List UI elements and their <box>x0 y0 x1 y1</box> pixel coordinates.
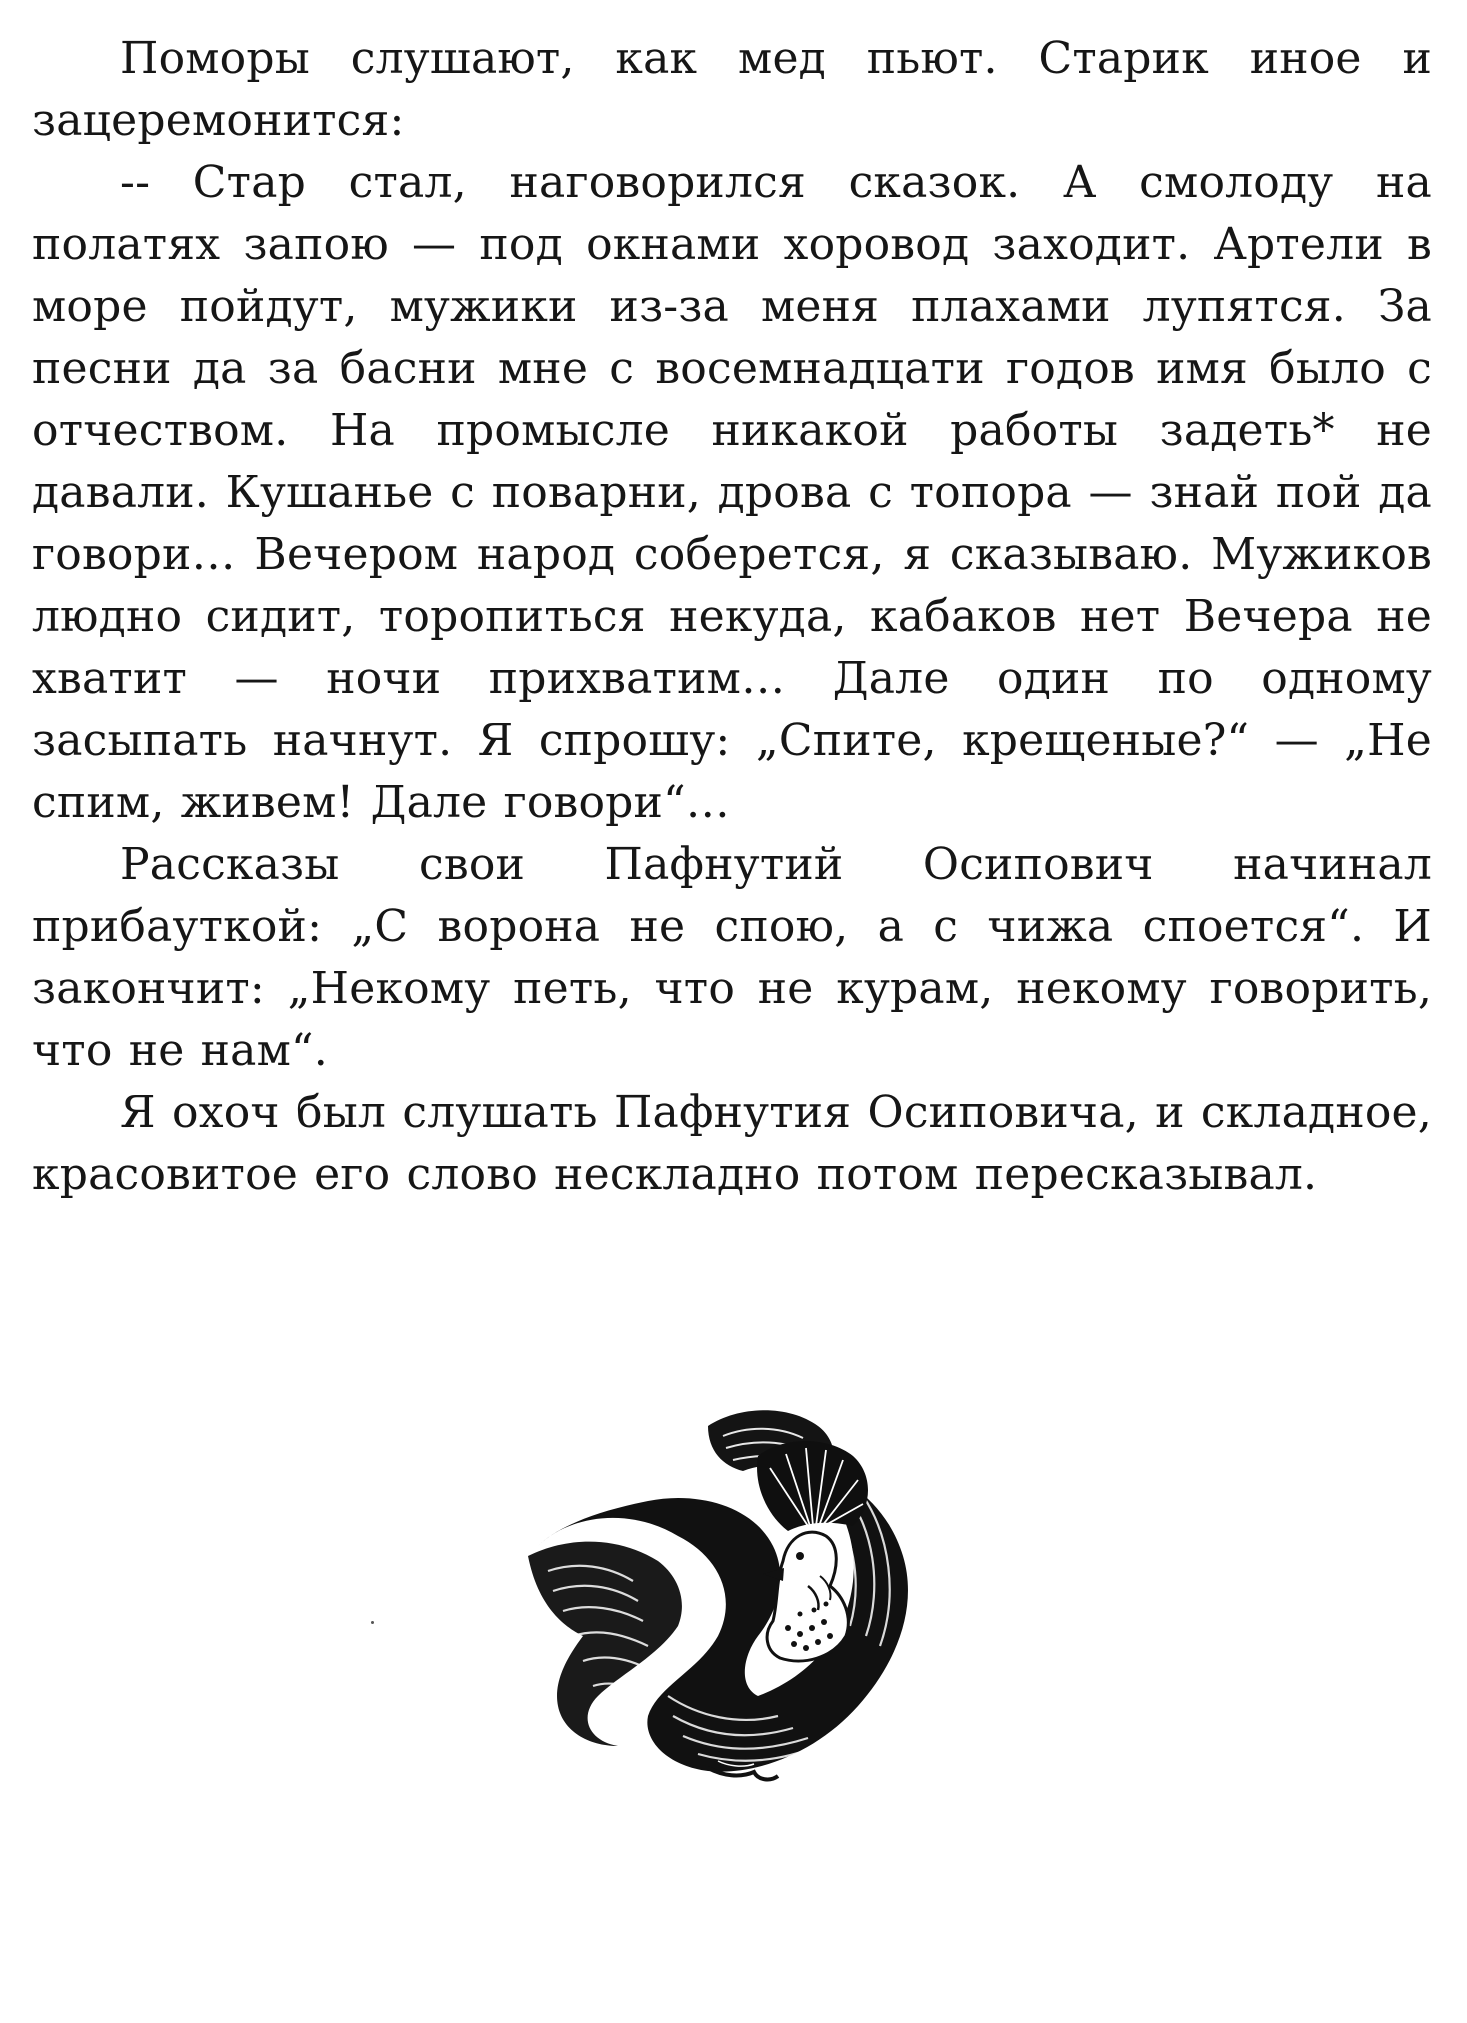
paragraph-2: -- Стар стал, наговорился сказок. А смолоду на полатях запою — под окнами хоровод заходит. Артели в море пойдут, мужики из-за меня плахами лупятся. За песни да за басни мне с восемнадцати годов имя было с отчеством. На промысле никакой работы задеть* не давали. Кушанье с поварни, дрова с топора — знай пой да говори… Вечером народ соберется, я сказываю. Мужиков людно сидит, торопиться некуда, кабаков нет Вечера не хватит — ночи прихватим… Дале один по одному засыпать начнут. Я спрошу: „Спите, крещеные?“ — „Не спим, живем! Дале говори“… <box>32 157 1432 828</box>
paragraph-1: Поморы слушают, как мед пьют. Старик иное и зацеремонится: <box>32 33 1432 146</box>
print-speck <box>371 1621 374 1624</box>
text-body <box>32 28 1432 1206</box>
paragraph-3: Рассказы свои Пафнутий Осипович начинал прибауткой: „С ворона не спою, а с чижа споется“. И закончит: „Некому петь, что не курам, некому говорить, что не нам“. <box>32 839 1432 1076</box>
capercaillie-vignette-icon <box>508 1396 948 1796</box>
paragraph-4: Я охоч был слушать Пафнутия Осиповича, и складное, красовитое его слово нескладно потом пересказывал. <box>32 1087 1432 1200</box>
